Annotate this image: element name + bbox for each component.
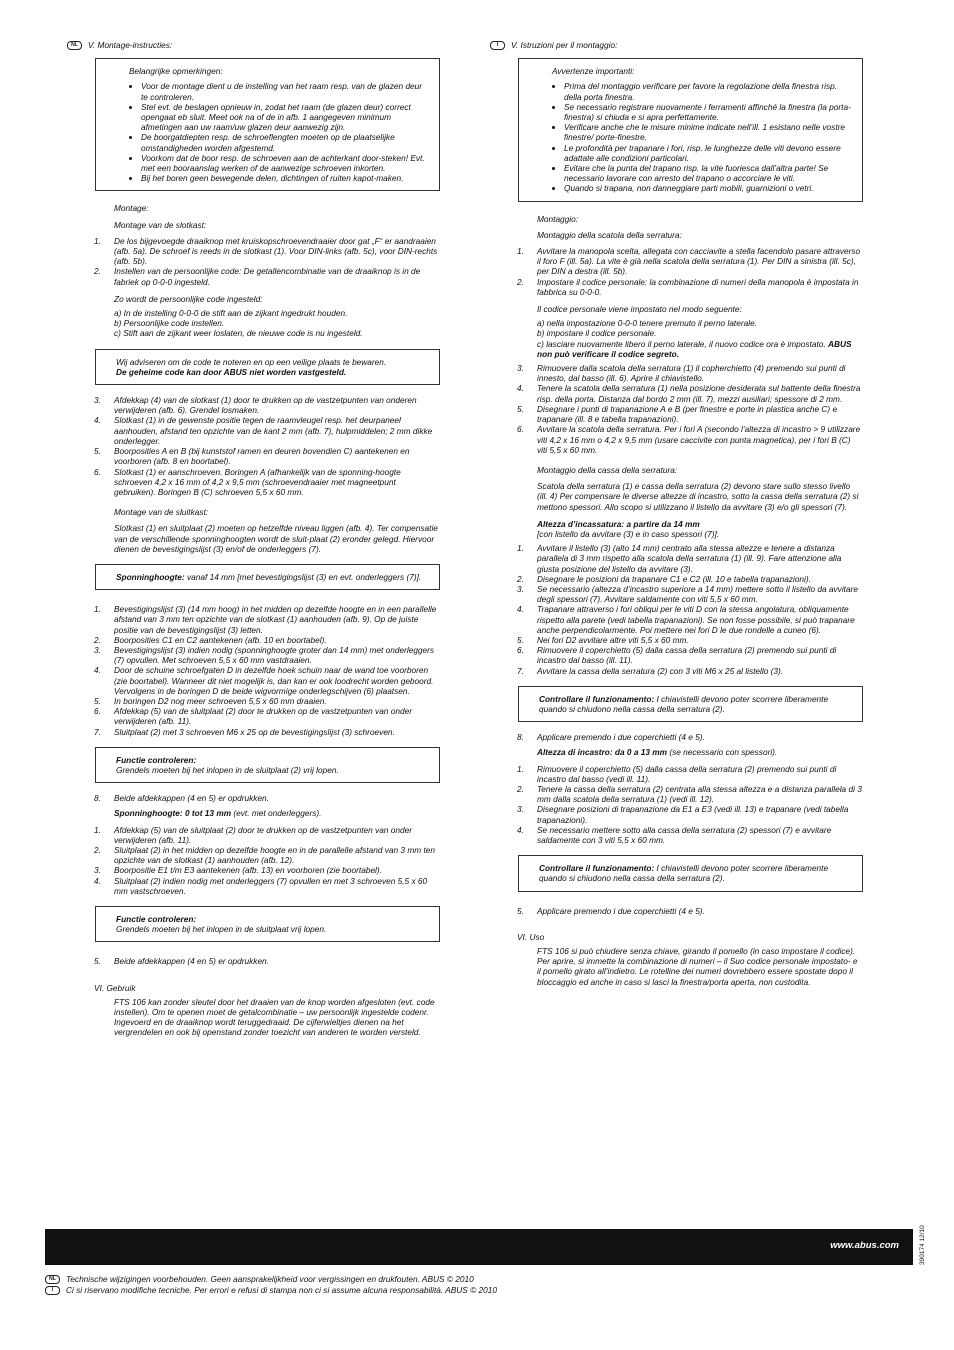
list-item: 3. Disegnare posizioni di trapanazione da E1 a E3 (vedi ill. 13) e trapanare (vedi tabella trapanazioni). xyxy=(517,804,849,825)
list-item: • Bij het boren geen bewegende delen, dichtingen of ruiten kapot-maken. xyxy=(141,173,431,183)
it-section-header xyxy=(490,40,835,50)
list-item: • Quando si trapana, non danneggiare parti mobili, guarnizioni o vetri. xyxy=(564,183,854,193)
list-item: • Stel evt. de beslagen opnieuw in, zodat het raam (de glazen deur) correct opengaat eb sluit. Meet ook na of de in afb. 1 aangegeven minimum afmetingen aan uw raam/uw glazen deur aanwezig zijn. xyxy=(141,102,431,133)
list-item: 2. Sluitplaat (2) in het midden op dezelfde hoogte en in de parallelle afstand van 3 mm ten opzichte van de slotkast (1) aanhouden (afb. 12). xyxy=(94,844,436,866)
nl-gebruik-text: FTS 106 kan zonder sleutel door het draaien van de knop worden afgesloten (evt. code instellen). Om te openen moet de getalcombinatie – uw persoonlijk ingestelde codenr. Ingevoerd en de draaiknop wordt teruggedraaid. De cijferwieltjes dienen na het vergrendelen en ook bij openstand zonder toezicht van anderen te worden versteld. xyxy=(114,996,435,1038)
nl-sluitkast-heading: Montage van de sluitkast: xyxy=(114,507,209,518)
it-altezza2: Altezza di incastro: da 0 a 13 mm (se necessario con spessori). xyxy=(537,747,778,758)
nl-steps-d xyxy=(94,825,439,896)
nl-notes-list xyxy=(129,81,431,183)
nl-step-5 xyxy=(94,956,439,966)
list-item: 3. Se necessario (altezza d’incastro superiore a 14 mm) mettere sotto il listello da avvitare degli spessori (7). Avvitare saldamente con viti 5,5 x 60 mm. xyxy=(517,583,858,605)
document-code: 390174 12/10 xyxy=(919,1225,926,1265)
list-item: 7. Sluitplaat (2) met 3 schroeven M6 x 25 op de bevestigingslijst (3) schroeven. xyxy=(94,726,395,737)
it-scatola-heading: Montaggio della scatola della serratura: xyxy=(537,229,682,240)
nl-steps-b xyxy=(94,395,439,497)
legal-notes xyxy=(45,1274,497,1296)
it-steps-b xyxy=(517,363,862,455)
it-code-steps: a) nella impostazione 0-0-0 tenere premuto il perno laterale. b) impostare il codice personale. c) lasciare nuovamente libero il perno laterale, il nuovo codice ora è impostato. ABUS non può verificare il codice segreto. xyxy=(537,318,852,359)
nl-slotkast-heading: Montage van de slotkast: xyxy=(114,219,207,230)
it-flag-icon: I xyxy=(45,1286,60,1295)
list-item: • Verificare anche che le misure minime indicate nell’ill. 1 esistano nelle vostre finestre/ porte-finestre. xyxy=(564,122,854,142)
list-item: 6. Afdekkap (5) van de sluitplaat (2) door te drukken op de vastzetpunten van onder verwijderen (afb. 11). xyxy=(94,706,412,727)
nl-sponning-box: Sponninghoogte: vanaf 14 mm [met bevestigingslijst (3) en evt. onderleggers (7)]. xyxy=(95,564,440,590)
list-item: 4. Sluitplaat (2) indien nodig met onderleggers (7) opvullen en met 3 schroeven 5,5 x 60 mm vastschroeven. xyxy=(94,875,428,896)
nl-advice-box: Wij adviseren om de code te noteren en op een veilige plaats te bewaren. De geheime code kan door ABUS niet worden vastgesteld. xyxy=(95,349,440,385)
list-item: 1. Avvitare la manopola scelta, allegata con cacciavite a stella facendolo pasare attraverso il foro F (ill. 5a). La vite è già nella scatola della serratura (1). Per DIN a sinistra (ill. 5c), per DIN a destra (ill. 5b). xyxy=(517,246,861,277)
it-steps-d xyxy=(517,764,862,846)
list-item: • Prima del montaggio verificare per favore la regolazione della finestra risp. della porta finestra. xyxy=(564,81,854,101)
nl-steps-a xyxy=(94,236,439,287)
italian-column xyxy=(496,40,862,991)
dutch-column xyxy=(71,40,439,1042)
list-item: 2. Impostare il codice personale: la combinazione di numeri della manopola è impostata in fabbrica su 0-0-0. xyxy=(517,276,859,297)
list-item: 5. Nei fori D2 avvitare altre viti 5,5 x 60 mm. xyxy=(517,634,689,645)
list-item: • De boorgatdiepten resp. de schroeflengten moeten op de plaatselijke omstandigheden worden afgestemd. xyxy=(141,132,431,152)
list-item: • Voor de montage dient u de instelling van het raam resp. van de glazen deur te controleren. xyxy=(141,81,431,101)
it-step-8 xyxy=(517,732,862,742)
it-controllo2-box: Controllare il funzionamento: I chiavistelli devono poter scorrere liberamente quando si chiudono nella cassa della serratura (2). xyxy=(518,855,863,891)
list-item: • Se necessario registrare nuovamente i ferramenti affinché la finestra (la porta-finestra) si chiuda e si apra perfettamente. xyxy=(564,102,854,122)
list-item: 3. Rimuovere dalla scatola della serratura (1) il copherchietto (4) premendo sui punti di innesto, dal basso (ill. 6). Aprire il chiavistello. xyxy=(517,363,846,384)
footer-bar xyxy=(45,1229,913,1265)
nl-sluitkast-text: Slotkast (1) en sluitplaat (2) moeten op hetzelfde niveau liggen (afb. 4). Ter compensatie van de verschillende sponninghoogten wordt de sluit-plaat (2) eronder gelegd. Hiervoor dienen de bevestigingslijst (3) en/of de onderleggers (7). xyxy=(114,523,438,554)
list-item: 2. Disegnare le posizioni da trapanare C1 e C2 (ill. 10 e tabella trapanazioni). xyxy=(517,573,811,584)
list-item: 1. Rimuovere il coperchietto (5) dalla cassa della serratura (2) premendo sui punti di incastro dal basso (vedi ill. 11). xyxy=(517,763,837,784)
list-item: 5. In boringen D2 nog meer schroeven 5,5 x 60 mm draaien. xyxy=(94,695,327,706)
list-item: 6. Rimuovere il coperchietto (5) dalla cassa della serratura (2) premendo sui punti di incastro dal basso (ill. 11). xyxy=(517,645,837,666)
it-code-intro: Il codice personale viene impostato nel modo seguente: xyxy=(537,304,742,315)
it-section-title: V. Istruzioni per il montaggio: xyxy=(511,40,618,50)
nl-functie-box: Functie controleren: Grendels moeten bij het inlopen in de sluitplaat (2) vrij lopen. xyxy=(95,747,440,783)
list-item: 6. Avvitare la scatola della serratura. Per i fori A (secondo l’altezza di incastro > 9 utilizzare viti 4,2 x 16 mm o 4,2 x 9,5 mm (usare caccivite con punta magnetica), per i fori B (C) viti 5,5 x 60 mm. xyxy=(517,424,861,455)
nl-sponning2: Sponninghoogte: 0 tot 13 mm (evt. met onderleggers). xyxy=(114,808,322,819)
list-item: 3. Bevestigingslijst (3) indien nodig (sponninghoogte groter dan 14 mm) met onderleggers (7) opvullen. Met schroeven 5,5 x 60 mm vastdraaien. xyxy=(94,644,435,666)
list-item: 4. Se necessario mettere sotto alla cassa della serratura (2) spessori (7) e avvitare saldamente con 3 viti 5,5 x 60 mm. xyxy=(517,824,832,845)
it-steps-c xyxy=(517,543,862,676)
it-altezza: Altezza d’incassatura: a partire da 14 mm [con listello da avvitare (3) e in caso spessori (7)]. xyxy=(537,518,720,539)
list-item: 7. Avvitare la cassa della serratura (2) con 3 viti M6 x 25 al listello (3). xyxy=(517,665,784,676)
nl-step-8 xyxy=(94,793,439,803)
nl-flag-icon: NL xyxy=(67,41,82,50)
list-item: 4. Door de schuine schroefgaten D in dezelfde hoek schuin naar de wand toe voorboren (zie boortabel). Wanneer dit niet mogelijk is, dan kan er ook loodrecht worden geboord. Vervolgens in de boringen D de beide wigvormige onderlegschijven (6) plaatsen. xyxy=(94,665,434,696)
website-link[interactable]: www.abus.com xyxy=(830,1240,899,1251)
list-item: 2. Boorposities C1 en C2 aantekenen (afb. 10 en boortabel). xyxy=(94,634,327,645)
list-item: 1. De los bijgevoegde draaiknop met kruiskopschroevendraaier door gat „F“ er aandraaien (afb. 5a). De schroef is reeds in de slotkast (1). Voor DIN-links (afb. 5c), voor DIN-rechts (afb. 5b). xyxy=(94,235,438,267)
nl-notes-box xyxy=(95,58,440,191)
list-item: 1. Bevestigingslijst (3) (14 mm hoog) in het midden op dezelfde hoogte en in een parallelle afstand van 3 mm ten opzichte van de slotkast (1) aanhouden (afb. 9). Op de juiste positie van de bevestigingslijst (3) letten. xyxy=(94,604,437,635)
list-item: 3. Afdekkap (4) van de slotkast (1) door te drukken op de vastzetpunten van onderen verwijderen (afb. 6). Grendel losmaken. xyxy=(94,395,417,416)
it-steps-a xyxy=(517,246,862,297)
nl-steps-c xyxy=(94,604,439,737)
list-item: • Le profondità per trapanare i fori, risp. le lunghezze delle viti devono essere adattate alle condizioni particolari. xyxy=(564,143,854,163)
list-item: 2. Instellen van de persoonlijke code: De getallencombinatie van de draaiknop is in de fabriek op 0-0-0 ingesteld. xyxy=(94,266,421,287)
nl-montage-heading: Montage: xyxy=(114,203,149,214)
list-item: 5. Disegnare i punti di trapanazione A e B (per finestre e porte in plastica anche C) e trapanare (ill. 8 e tabella trapanazioni). xyxy=(517,403,838,425)
it-cassa-heading: Montaggio della cassa della serratura: xyxy=(537,464,678,475)
nl-code-steps: a) In de instelling 0-0-0 de stift aan de zijkant ingedrukt houden. b) Persoonlijke code instellen. c) Stift aan de zijkant weer loslaten, de nieuwe code is nu ingesteld. xyxy=(114,308,363,339)
list-item: 6. Slotkast (1) er aanschroeven. Boringen A (afhankelijk van de sponning-hoogte schroeven 4,2 x 16 mm of 4,2 x 9,5 mm (schroevendraaier met magneetpunt gebruiken). Boringen B (C) schroeven 5,5 x 60 mm. xyxy=(94,466,401,497)
it-step-5 xyxy=(517,906,862,916)
list-item: 1. Avvitare il listello (3) (alto 14 mm) centrato alla stessa altezze e tenere a distanza parallela di 3 mm rispetto alla scatola della serratura (1) (ill. 9). Fare attenzione alla giusta posizione del listello da avvitare (3). xyxy=(517,543,842,574)
list-item: • Evitare che la punta del trapano risp. la vite fuoriesca dall’altra parte! Se necessario lavorare con arresto del trapano o accorciare le viti. xyxy=(564,163,854,183)
nl-functie2-box: Functie controleren: Grendels moeten bij het inlopen in de sluitplaat vrij lopen. xyxy=(95,906,440,942)
it-cassa-text: Scatola della serratura (1) e cassa della serratura (2) devono stare sullo stesso livello (ill. 4) Per compensare le diverse altezze di incastro, sotto la cassa della serratura (2) si mettono spessori. Allo scopo si utilizzano il listello da avvitare (3) e/o gli spessori (7). xyxy=(537,481,859,512)
nl-notes-title: Belangrijke opmerkingen: xyxy=(129,66,223,77)
nl-section-header xyxy=(67,40,412,50)
list-item: 4. Trapanare attraverso i fori obliqui per le viti D con la stessa angolatura, obliquamente rispetto alla parete (vedi tabella trapanazioni). Se non fosse possibile, si può trapanare anche perpendicolarmente. Poi mettere nei fori D le due rondelle a cuneo (6). xyxy=(517,604,855,635)
legal-nl: NL Technische wijzigingen voorbehouden. Geen aansprakelijkheid voor vergissingen en drukfouten. ABUS © 2010 xyxy=(45,1274,497,1285)
it-flag-icon: I xyxy=(490,41,505,50)
list-item: 2. Tenere la cassa della serratura (2) centrata alla stessa altezza e a distanza parallela di 3 mm dalla scatola della serratura (1) (vedi ill. 12). xyxy=(517,783,862,805)
it-uso-heading: VI. Uso xyxy=(517,931,545,942)
list-item: 8. Beide afdekkappen (4 en 5) er opdrukken. xyxy=(94,793,269,804)
it-notes-list xyxy=(552,81,854,193)
it-controllo-box: Controllare il funzionamento: I chiavistelli devono poter scorrere liberamente quando si chiudono nella cassa della serratura (2). xyxy=(518,686,863,722)
list-item: 8. Applicare premendo i due coperchietti (4 e 5). xyxy=(517,732,705,743)
nl-gebruik-heading: VI. Gebruik xyxy=(94,982,136,993)
list-item: 4. Slotkast (1) in de gewenste positie tegen de raamvleugel resp. het deurpaneel aanhouden, afstand ten opzichte van de kant 2 mm (afb. 7), hulpmiddelen; 2 mm dikke onderlegger. xyxy=(94,415,433,446)
list-item: 5. Beide afdekkappen (4 en 5) er opdrukken. xyxy=(94,956,269,967)
nl-flag-icon: NL xyxy=(45,1275,60,1284)
list-item: 5. Boorposities A en B (bij kunststof ramen en deuren bovendien C) aantekenen en voorboren (afb. 8 en boortabel). xyxy=(94,446,410,467)
list-item: 3. Boorpositie E1 t/m E3 aantekenen (afb. 13) en voorboren (zie boortabel). xyxy=(94,865,382,876)
it-montaggio-heading: Montaggio: xyxy=(537,213,579,224)
nl-section-title: V. Montage-instructies: xyxy=(88,40,173,50)
it-notes-title: Avvertenze importanti: xyxy=(552,66,635,77)
list-item: • Voorkom dat de boor resp. de schroeven aan de achterkant door-steken! Evt. met een booraanslag werken of de aanwezige schroeven inkorten. xyxy=(141,153,431,173)
nl-code-intro: Zo wordt de persoonlijke code ingesteld: xyxy=(114,293,263,304)
legal-it: I Ci si riservano modifiche tecniche. Per errori e refusi di stampa non ci si assume alcuna responsabilità. ABUS © 2010 xyxy=(45,1285,497,1296)
it-notes-box xyxy=(518,58,863,201)
it-uso-text: FTS 106 si può chiudere senza chiave, girando il pomello (in caso impostare il codice). Per aprire, si immette la combinazione di numeri – il Suo codice personale impostato- e il pomello girato all’indietro. Le rotelline dei numeri dovrebbero essere spostate dopo il bloccaggio ed anche in caso si lasci la finestra/porta aperta, non custodita. xyxy=(537,946,858,987)
list-item: 5. Applicare premendo i due coperchietti (4 e 5). xyxy=(517,905,705,916)
list-item: 1. Afdekkap (5) van de sluitplaat (2) door te drukken op de vastzetpunten van onder verwijderen (afb. 11). xyxy=(94,824,412,845)
list-item: 4. Tenere la scatola della serratura (1) nella posizione desiderata sul battente della finestra risp. della porta. Distanza dal bordo 2 mm (ill. 7), mezzi ausiliari; spessore di 2 mm. xyxy=(517,383,861,404)
